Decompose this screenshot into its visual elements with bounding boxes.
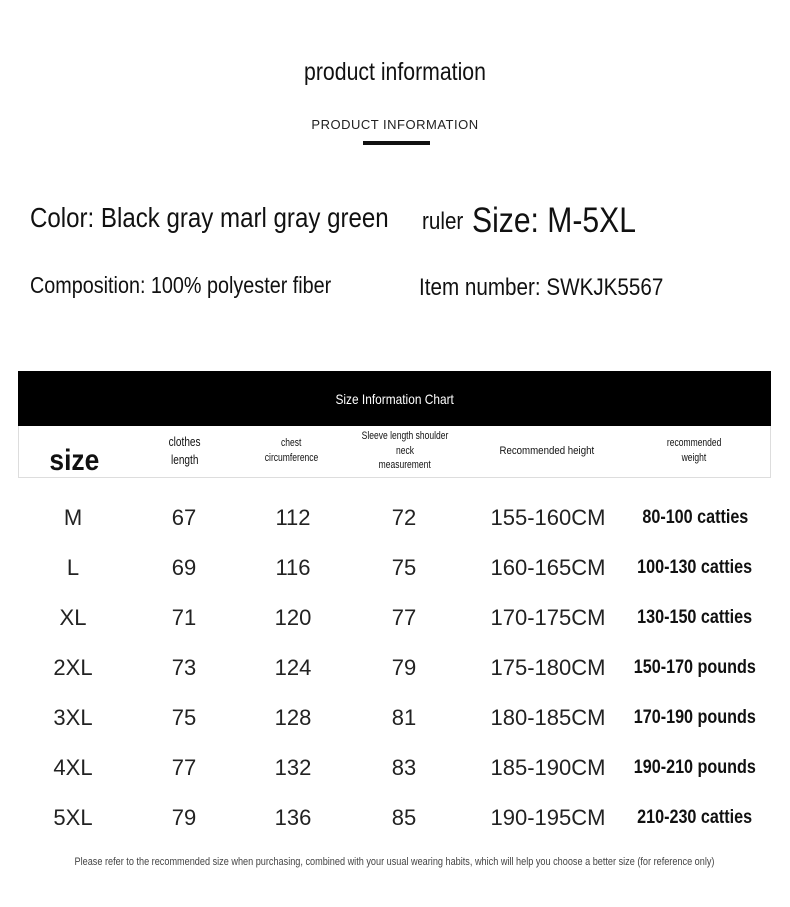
cell-weight: 80-100 catties — [642, 507, 748, 528]
cell-height: 190-195CM — [490, 805, 606, 830]
cell-weight: 150-170 pounds — [633, 657, 757, 678]
size-chart-title-bar — [18, 371, 771, 426]
cell-sleeve: 81 — [391, 705, 417, 730]
cell-chest: 128 — [274, 705, 312, 730]
header-height: Recommended height — [499, 444, 595, 457]
cell-size: 3XL — [53, 705, 93, 730]
size-chart-header — [18, 426, 771, 478]
cell-size: M — [63, 505, 83, 530]
cell-weight: 130-150 catties — [637, 607, 753, 628]
table-row — [0, 698, 790, 738]
header-sleeve: Sleeve length shoulder neck measurement — [361, 429, 449, 472]
cell-weight: 100-130 catties — [637, 557, 753, 578]
composition-info: Composition: 100% polyester fiber — [30, 272, 332, 298]
cell-chest: 132 — [274, 755, 312, 780]
cell-weight: 170-190 pounds — [633, 707, 757, 728]
cell-height: 155-160CM — [490, 505, 606, 530]
cell-height: 185-190CM — [490, 755, 606, 780]
color-info: Color: Black gray marl gray green — [30, 202, 389, 233]
cell-size: 5XL — [53, 805, 93, 830]
cell-clothes-length: 79 — [171, 805, 197, 830]
cell-size: XL — [59, 605, 87, 630]
cell-chest: 124 — [274, 655, 312, 680]
cell-clothes-length: 77 — [171, 755, 197, 780]
item-number: Item number: SWKJK5567 — [419, 274, 664, 301]
cell-height: 170-175CM — [490, 605, 606, 630]
table-row — [0, 648, 790, 688]
cell-clothes-length: 67 — [171, 505, 197, 530]
cell-clothes-length: 73 — [171, 655, 197, 680]
cell-size: 4XL — [53, 755, 93, 780]
cell-height: 180-185CM — [490, 705, 606, 730]
cell-chest: 116 — [275, 555, 311, 580]
cell-sleeve: 72 — [391, 505, 417, 530]
header-clothes-length: clothes length — [169, 434, 201, 467]
title-underline — [363, 141, 430, 145]
table-row — [0, 548, 790, 588]
size-chart-title: Size Information Chart — [335, 390, 454, 407]
cell-height: 160-165CM — [490, 555, 606, 580]
table-row — [0, 748, 790, 788]
size-range: Size: M-5XL — [472, 201, 636, 240]
header-size: size — [49, 443, 99, 477]
table-row — [0, 498, 790, 538]
footer-note: Please refer to the recommended size when purchasing, combined with your usual wearing habits, which will help you choose a better size (for reference only) — [75, 856, 715, 868]
cell-sleeve: 75 — [391, 555, 417, 580]
cell-height: 175-180CM — [490, 655, 606, 680]
cell-chest: 120 — [274, 605, 312, 630]
cell-sleeve: 85 — [391, 805, 417, 830]
cell-clothes-length: 75 — [171, 705, 197, 730]
cell-size: L — [66, 555, 80, 580]
table-row — [0, 598, 790, 638]
cell-sleeve: 83 — [391, 755, 417, 780]
header-chest: chest circumference — [265, 437, 319, 464]
page-subtitle: PRODUCT INFORMATION — [311, 117, 479, 132]
cell-weight: 190-210 pounds — [633, 757, 757, 778]
cell-size: 2XL — [53, 655, 93, 680]
cell-clothes-length: 69 — [171, 555, 197, 580]
header-weight: recommended weight — [666, 437, 722, 464]
cell-weight: 210-230 catties — [637, 807, 753, 828]
cell-sleeve: 79 — [391, 655, 417, 680]
cell-sleeve: 77 — [391, 605, 417, 630]
cell-chest: 112 — [275, 505, 311, 530]
cell-chest: 136 — [274, 805, 312, 830]
page-title: product information — [304, 58, 486, 86]
ruler-label: ruler — [422, 208, 464, 235]
cell-clothes-length: 71 — [171, 605, 197, 630]
table-row — [0, 798, 790, 838]
